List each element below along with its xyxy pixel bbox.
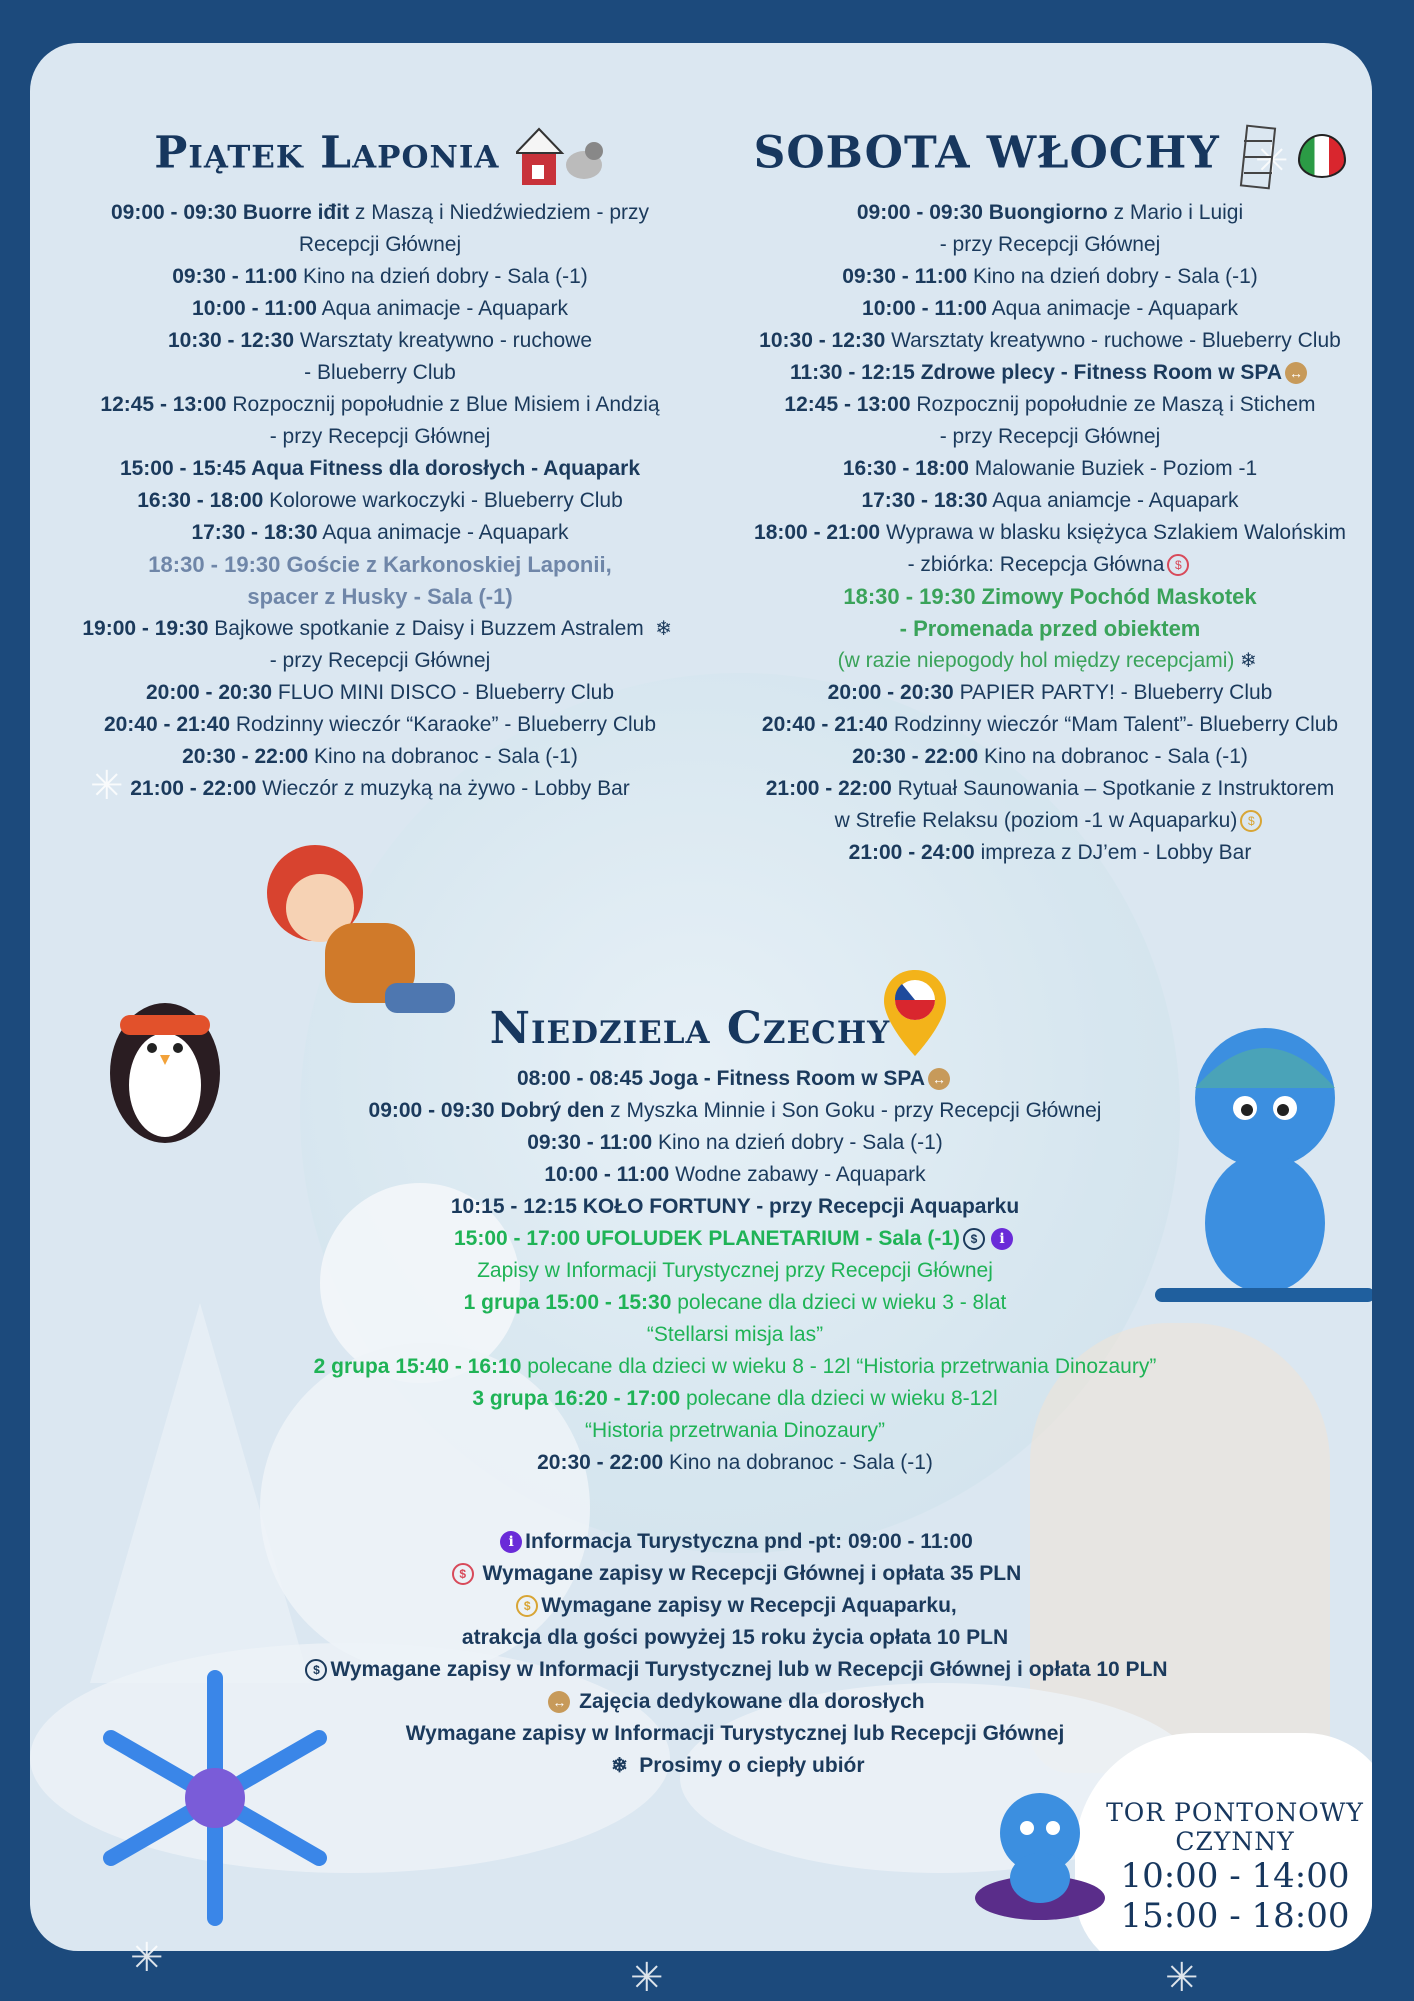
saturday-list	[730, 197, 1370, 869]
list-item: - Blueberry Club	[304, 361, 456, 384]
list-item: “Historia przetrwania Dinozaury”	[585, 1419, 885, 1442]
list-item: 18:00 - 21:00 Wyprawa w blasku księżyca Szlakiem Walońskim	[754, 521, 1346, 544]
list-item: 09:00 - 09:30 Dobrý den z Myszka Minnie i Son Goku - przy Recepcji Głównej	[368, 1099, 1102, 1122]
list-item: 10:30 - 12:30 Warsztaty kreatywno - ruchowe - Blueberry Club	[759, 329, 1341, 352]
list-item: - przy Recepcji Głównej	[269, 425, 491, 448]
saturday-title-text: SOBOTA WŁOCHY	[753, 127, 1220, 179]
payment-hand-icon: $	[963, 1228, 985, 1250]
list-item: 11:30 - 12:15 Zdrowe plecy - Fitness Room w SPA ↔	[730, 357, 1370, 389]
list-item: 16:30 - 18:00 Malowanie Buziek - Poziom -1	[842, 457, 1258, 480]
list-item: 21:00 - 22:00 Wieczór z muzyką na żywo - Lobby Bar	[130, 777, 630, 800]
legend-adult: ↔ Zajęcia dedykowane dla dorosłych	[190, 1686, 1280, 1718]
list-item: 20:00 - 20:30 FLUO MINI DISCO - Blueberry Club	[146, 681, 614, 704]
list-item: 20:00 - 20:30 PAPIER PARTY! - Blueberry Club	[827, 681, 1273, 704]
legend-signup: Wymagane zapisy w Informacji Turystycznej lub Recepcji Głównej	[405, 1722, 1065, 1745]
mitten-icon: ❄	[655, 618, 673, 641]
legend-pay-aqua-2: atrakcja dla gości powyżej 15 roku życia opłata 10 PLN	[461, 1626, 1009, 1649]
info-icon: i	[991, 1228, 1013, 1250]
list-item: 10:15 - 12:15 KOŁO FORTUNY - przy Recepcji Aquaparku	[450, 1195, 1020, 1218]
saturday-title	[730, 121, 1370, 191]
list-item: - zbiórka: Recepcja Główna $	[730, 549, 1370, 581]
tubing-track-time: 10:00 - 14:00	[1120, 1856, 1350, 1896]
tubing-track-title: TOR PONTONOWY CZYNNY	[1106, 1798, 1364, 1856]
adult-icon: ↔	[1285, 362, 1307, 384]
bear-mascot	[965, 1778, 1115, 1928]
list-item: 09:00 - 09:30 Buorre iđit z Maszą i Niedźwiedziem - przy	[111, 201, 649, 224]
list-item: 17:30 - 18:30 Aqua aniamcje - Aquapark	[861, 489, 1239, 512]
snowflake-icon: ✳	[1165, 1956, 1199, 2000]
legend-pay-info: $ Wymagane zapisy w Informacji Turystycznej lub w Recepcji Głównej i opłata 10 PLN	[190, 1654, 1280, 1686]
friday-title	[70, 121, 690, 191]
adult-icon: ↔	[928, 1068, 950, 1090]
payment-hand-icon: $	[516, 1595, 538, 1617]
highlight-event: (w razie niepogody hol między recepcjami) ❄	[730, 645, 1370, 677]
friday-list	[70, 197, 690, 805]
list-item: 20:40 - 21:40 Rodzinny wieczór “Mam Talent”- Blueberry Club	[761, 713, 1339, 736]
list-item: 3 grupa 16:20 - 17:00 polecane dla dzieci w wieku 8-12l	[472, 1387, 998, 1410]
snowflake-icon: ✳	[1255, 139, 1289, 183]
list-item: 10:30 - 12:30 Warsztaty kreatywno - ruchowe	[167, 329, 593, 352]
highlight-event: 18:30 - 19:30 Goście z Karkonoskiej Laponii,	[148, 552, 612, 577]
list-item: 10:00 - 11:00 Aqua animacje - Aquapark	[192, 297, 568, 320]
mitten-icon: ❄	[611, 1755, 628, 1778]
list-item: Recepcji Głównej	[298, 233, 462, 256]
mitten-icon: ❄	[1240, 650, 1257, 673]
list-item: 20:30 - 22:00 Kino na dobranoc - Sala (-1)	[537, 1451, 933, 1474]
list-item: 2 grupa 15:40 - 16:10 polecane dla dzieci w wieku 8 - 12l “Historia przetrwania Dinozaury”	[313, 1355, 1157, 1378]
highlight-event: - Promenada przed obiektem	[899, 616, 1201, 641]
snowflake-icon: ✳	[130, 1936, 164, 1980]
list-item: 15:00 - 15:45 Aqua Fitness dla dorosłych - Aquapark	[119, 457, 641, 480]
legend-warm: ❄ Prosimy o ciepły ubiór	[190, 1750, 1280, 1782]
snowflake-icon: ✳	[90, 764, 124, 808]
tubing-track-time: 15:00 - 18:00	[1120, 1896, 1350, 1936]
adult-icon: ↔	[548, 1691, 570, 1713]
list-item: - przy Recepcji Głównej	[939, 233, 1161, 256]
list-item: 19:00 - 19:30 Bajkowe spotkanie z Daisy i Buzzem Astralem ❄	[70, 613, 690, 645]
legend	[190, 1526, 1280, 1782]
list-item: 08:00 - 08:45 Joga - Fitness Room w SPA ↔	[190, 1063, 1280, 1095]
house-icon	[516, 121, 606, 191]
list-item: 12:45 - 13:00 Rozpocznij popołudnie ze Maszą i Stichem	[784, 393, 1316, 416]
legend-pay-main: $ Wymagane zapisy w Recepcji Głównej i opłata 35 PLN	[190, 1558, 1280, 1590]
list-item: 09:30 - 11:00 Kino na dzień dobry - Sala (-1)	[842, 265, 1258, 288]
list-item: “Stellarsi misja las”	[646, 1323, 824, 1346]
list-item: 12:45 - 13:00 Rozpocznij popołudnie z Blue Misiem i Andzią	[100, 393, 660, 416]
list-item: 17:30 - 18:30 Aqua animacje - Aquapark	[191, 521, 569, 544]
sunday-list	[190, 1063, 1280, 1479]
list-item: - przy Recepcji Głównej	[269, 649, 491, 672]
italy-heart-flag-icon	[1298, 134, 1346, 178]
sunday-column	[190, 1001, 1280, 1479]
list-item: 1 grupa 15:00 - 15:30 polecane dla dzieci w wieku 3 - 8lat	[463, 1291, 1007, 1314]
payment-hand-icon: $	[452, 1563, 474, 1585]
list-item: 20:30 - 22:00 Kino na dobranoc - Sala (-1)	[852, 745, 1248, 768]
payment-hand-icon: $	[1167, 554, 1189, 576]
tubing-track-box	[1075, 1733, 1372, 1951]
list-item: 21:00 - 24:00 impreza z DJ’em - Lobby Bar	[848, 841, 1252, 864]
list-item: 21:00 - 22:00 Rytuał Saunowania – Spotkanie z Instruktorem	[765, 777, 1335, 800]
list-item: - przy Recepcji Głównej	[939, 425, 1161, 448]
list-item: 20:30 - 22:00 Kino na dobranoc - Sala (-1)	[182, 745, 578, 768]
list-item: 10:00 - 11:00 Aqua animacje - Aquapark	[862, 297, 1238, 320]
schedule-card	[30, 43, 1372, 1951]
friday-column	[70, 121, 690, 805]
payment-hand-icon: $	[1240, 810, 1262, 832]
legend-pay-aqua: $ Wymagane zapisy w Recepcji Aquaparku,	[190, 1590, 1280, 1622]
info-icon: i	[500, 1531, 522, 1553]
list-item: 20:40 - 21:40 Rodzinny wieczór “Karaoke” - Blueberry Club	[103, 713, 657, 736]
sunday-title: Niedziela Czechy	[489, 1003, 891, 1054]
highlight-event: 18:30 - 19:30 Zimowy Pochód Maskotek	[843, 584, 1257, 609]
highlight-event: 15:00 - 17:00 UFOLUDEK PLANETARIUM - Sala (-1) $ i	[190, 1223, 1280, 1255]
list-item: 09:30 - 11:00 Kino na dzień dobry - Sala (-1)	[172, 265, 588, 288]
payment-hand-icon: $	[305, 1659, 327, 1681]
legend-info: i Informacja Turystyczna pnd -pt: 09:00 - 11:00	[190, 1526, 1280, 1558]
tower-icon	[1236, 121, 1282, 191]
list-item: Zapisy w Informacji Turystycznej przy Recepcji Głównej	[477, 1259, 993, 1282]
list-item: 16:30 - 18:00 Kolorowe warkoczyki - Blueberry Club	[137, 489, 623, 512]
list-item: 10:00 - 11:00 Wodne zabawy - Aquapark	[544, 1163, 926, 1186]
friday-title-text: Piątek Laponia	[154, 127, 500, 179]
saturday-column	[730, 121, 1370, 869]
list-item: 09:00 - 09:30 Buongiorno z Mario i Luigi	[856, 201, 1244, 224]
list-item: w Strefie Relaksu (poziom -1 w Aquaparku) $	[730, 805, 1370, 837]
snowflake-icon: ✳	[630, 1956, 664, 2000]
list-item: 09:30 - 11:00 Kino na dzień dobry - Sala (-1)	[527, 1131, 943, 1154]
highlight-event: spacer z Husky - Sala (-1)	[247, 584, 513, 609]
